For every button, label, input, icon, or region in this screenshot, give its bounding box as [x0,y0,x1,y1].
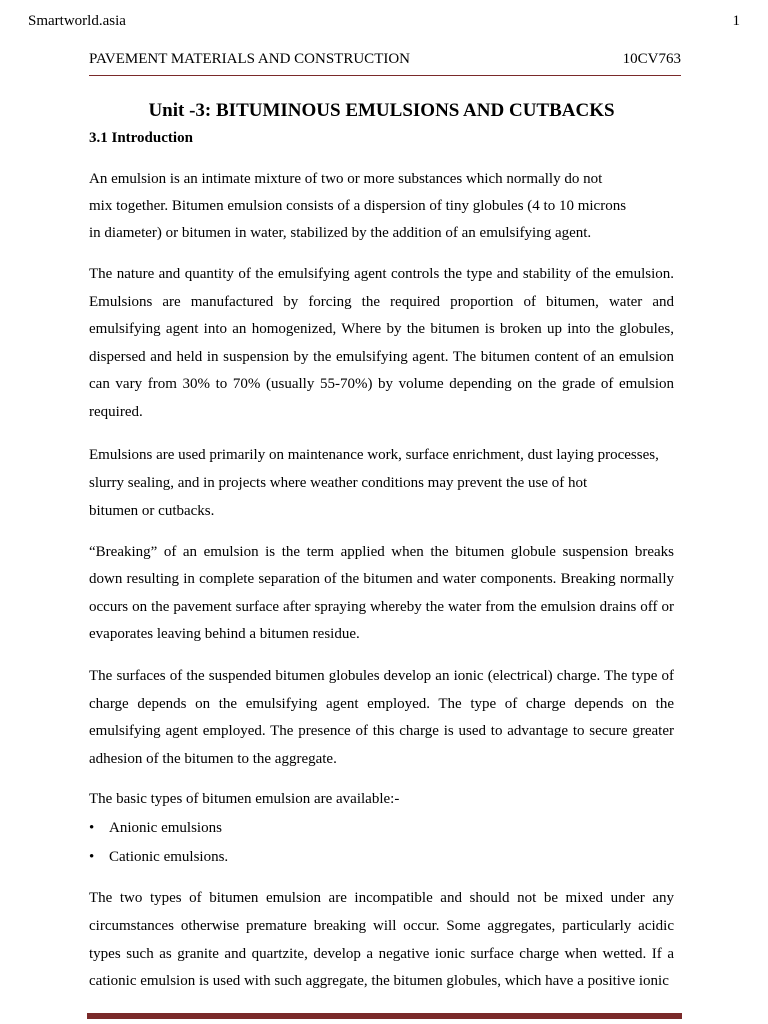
paragraph-ionic-charge: The surfaces of the suspended bitumen globules develop an ionic (electrical) charge. The type of charge depends on the emulsifying agent employed. The type of charge depends on the emulsifying agent employed. The presence of this charge is used to advantage to secure greater adhesion of the bitumen to the aggregate. [89,667,674,767]
site-name: Smartworld.asia [28,13,126,29]
paragraph-line: Emulsions are used primarily on maintenance work, surface enrichment, dust laying processes, [89,446,659,463]
page-number: 1 [732,13,740,29]
list-item-text: Cationic emulsions. [109,849,229,866]
paragraph-line: An emulsion is an intimate mixture of two or more substances which normally do not [89,171,603,187]
paragraph-line: in diameter) or bitumen in water, stabilized by the addition of an emulsifying agent. [89,225,592,241]
list-item [89,843,674,872]
bullet-icon: • [89,820,95,837]
course-code: 10CV763 [622,51,681,67]
paragraph-intro [89,166,674,247]
emulsion-types-list [89,814,674,872]
paragraph-line: bitumen or cutbacks. [89,502,215,519]
section-heading: 3.1 Introduction [89,130,193,146]
paragraph-line: slurry sealing, and in projects where weather conditions may prevent the use of hot [89,474,588,491]
paragraph-line: mix together. Bitumen emulsion consists of a dispersion of tiny globules (4 to 10 microns [89,198,627,214]
list-item-text: Anionic emulsions [109,820,222,837]
footer-rule [87,1013,682,1019]
list-intro: The basic types of bitumen emulsion are available:- [89,791,400,808]
course-title: PAVEMENT MATERIALS AND CONSTRUCTION [89,51,411,67]
paragraph-breaking: “Breaking” of an emulsion is the term applied when the bitumen globule suspension breaks down resulting in complete separation of the bitumen and water components. Breaking normally occurs on the pavement surface after spraying whereby the water from the emulsion drains off or evaporates leaving behind a bitumen residue. [89,543,674,643]
paragraph-incompatibility: The two types of bitumen emulsion are incompatible and should not be mixed under any circumstances otherwise premature breaking will occur. Some aggregates, particularly acidic types such as granite and quartzite, develop a negative ionic surface charge when wetted. If a cationic emulsion is used with such aggregate, the bitumen globules, which have a positive ionic [89,890,674,990]
running-header [89,49,681,76]
bullet-icon: • [89,849,95,866]
list-item [89,814,674,843]
unit-title: Unit -3: BITUMINOUS EMULSIONS AND CUTBACKS [148,100,615,121]
paragraph-uses [89,441,674,525]
document-body [89,98,674,996]
paragraph-emulsifying-agent: The nature and quantity of the emulsifying agent controls the type and stability of the emulsion. Emulsions are manufactured by forcing the required proportion of bitumen, water and emulsifying agent into an homogenized, Where by the bitumen is broken up into the globules, dispersed and held in suspension by the emulsifying agent. The bitumen content of an emulsion can vary from 30% to 70% (usually 55-70%) by volume depending on the grade of emulsion required. [89,266,674,420]
